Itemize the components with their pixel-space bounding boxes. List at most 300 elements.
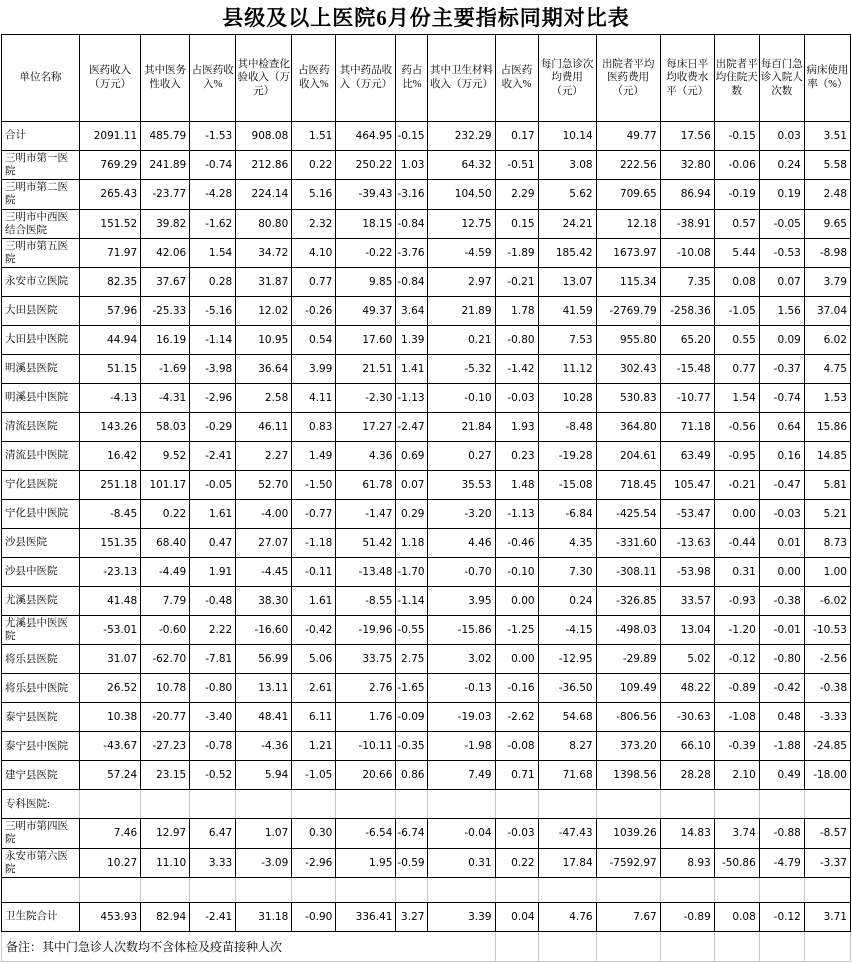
value-cell: 56.99 <box>236 645 292 674</box>
value-cell: 3.71 <box>804 902 850 931</box>
value-cell: 51.42 <box>336 529 396 558</box>
value-cell <box>538 931 596 961</box>
value-cell: 16.19 <box>141 326 190 355</box>
value-cell: 2.32 <box>292 209 336 238</box>
value-cell: -5.16 <box>190 297 236 326</box>
value-cell: 10.28 <box>538 384 596 413</box>
value-cell: -0.59 <box>396 848 428 877</box>
value-cell: -18.00 <box>804 761 850 790</box>
column-header: 占医药收入% <box>495 35 538 122</box>
value-cell: -47.43 <box>538 819 596 848</box>
value-cell: -0.05 <box>759 209 804 238</box>
column-header: 其中医务性收入 <box>141 35 190 122</box>
column-header: 病床使用率（%） <box>804 35 850 122</box>
value-cell: -6.54 <box>336 819 396 848</box>
value-cell: 0.24 <box>538 587 596 616</box>
value-cell: 2.58 <box>236 384 292 413</box>
table-row <box>2 151 851 180</box>
column-header: 出院者平均住院天数 <box>714 35 759 122</box>
value-cell: 32.80 <box>660 151 714 180</box>
column-header: 其中卫生材料收入（万元） <box>428 35 495 122</box>
table-row <box>2 877 851 902</box>
value-cell: -0.03 <box>495 819 538 848</box>
value-cell: -1.42 <box>495 355 538 384</box>
value-cell <box>596 790 660 819</box>
value-cell: -0.37 <box>759 355 804 384</box>
value-cell: 12.18 <box>596 209 660 238</box>
value-cell: 2.76 <box>336 674 396 703</box>
value-cell: 1.21 <box>292 732 336 761</box>
value-cell: 52.70 <box>236 471 292 500</box>
value-cell: 17.60 <box>336 326 396 355</box>
value-cell: 4.75 <box>804 355 850 384</box>
value-cell: -0.93 <box>714 587 759 616</box>
value-cell: 31.07 <box>80 645 141 674</box>
value-cell: 3.08 <box>538 151 596 180</box>
value-cell: -39.43 <box>336 180 396 209</box>
value-cell <box>714 790 759 819</box>
value-cell: 1.49 <box>292 442 336 471</box>
value-cell: -0.38 <box>759 587 804 616</box>
table-row <box>2 326 851 355</box>
value-cell: -3.40 <box>190 703 236 732</box>
value-cell: 7.49 <box>428 761 495 790</box>
value-cell: -0.04 <box>428 819 495 848</box>
value-cell: -2.41 <box>190 902 236 931</box>
value-cell: -4.28 <box>190 180 236 209</box>
value-cell: -0.42 <box>759 674 804 703</box>
column-header: 每百门急诊入院人次数 <box>759 35 804 122</box>
value-cell: 71.18 <box>660 413 714 442</box>
value-cell: -27.23 <box>141 732 190 761</box>
value-cell <box>190 877 236 902</box>
unit-name-cell: 专科医院: <box>2 790 80 819</box>
unit-name-cell: 三明市第二医院 <box>2 180 80 209</box>
value-cell: 709.65 <box>596 180 660 209</box>
value-cell: 26.52 <box>80 674 141 703</box>
value-cell: -0.60 <box>141 616 190 645</box>
value-cell: 109.49 <box>596 674 660 703</box>
column-header: 占医药收入% <box>292 35 336 122</box>
value-cell: 364.80 <box>596 413 660 442</box>
value-cell: 5.58 <box>804 151 850 180</box>
value-cell: 453.93 <box>80 902 141 931</box>
value-cell: -43.67 <box>80 732 141 761</box>
value-cell: -0.74 <box>759 384 804 413</box>
value-cell: 0.28 <box>190 268 236 297</box>
value-cell: 718.45 <box>596 471 660 500</box>
unit-name-cell: 宁化县中医院 <box>2 500 80 529</box>
value-cell: 12.02 <box>236 297 292 326</box>
value-cell: -0.39 <box>714 732 759 761</box>
value-cell: -0.44 <box>714 529 759 558</box>
value-cell: 0.22 <box>495 848 538 877</box>
value-cell: 51.15 <box>80 355 141 384</box>
value-cell: 39.82 <box>141 209 190 238</box>
table-row <box>2 587 851 616</box>
value-cell: 0.21 <box>428 326 495 355</box>
value-cell: -0.84 <box>396 268 428 297</box>
value-cell: 1.93 <box>495 413 538 442</box>
table-row <box>2 471 851 500</box>
value-cell: 5.44 <box>714 238 759 267</box>
value-cell: -3.16 <box>396 180 428 209</box>
value-cell: 7.35 <box>660 268 714 297</box>
value-cell <box>495 790 538 819</box>
value-cell: -19.28 <box>538 442 596 471</box>
value-cell: 0.22 <box>141 500 190 529</box>
value-cell: 14.85 <box>804 442 850 471</box>
value-cell: 6.02 <box>804 326 850 355</box>
value-cell: 2.61 <box>292 674 336 703</box>
value-cell: 17.27 <box>336 413 396 442</box>
table-row <box>2 902 851 931</box>
value-cell: -308.11 <box>596 558 660 587</box>
value-cell: 8.93 <box>660 848 714 877</box>
value-cell: -1.20 <box>714 616 759 645</box>
unit-name-cell: 永安市立医院 <box>2 268 80 297</box>
unit-name-cell: 将乐县医院 <box>2 645 80 674</box>
value-cell: -13.48 <box>336 558 396 587</box>
table-row <box>2 355 851 384</box>
value-cell: 4.35 <box>538 529 596 558</box>
value-cell: 71.97 <box>80 238 141 267</box>
value-cell: -0.21 <box>714 471 759 500</box>
value-cell: -2.96 <box>292 848 336 877</box>
value-cell <box>759 931 804 961</box>
unit-name-cell: 宁化县医院 <box>2 471 80 500</box>
value-cell: 485.79 <box>141 122 190 151</box>
value-cell: 0.09 <box>759 326 804 355</box>
value-cell: -0.06 <box>714 151 759 180</box>
table-row <box>2 500 851 529</box>
value-cell: 21.84 <box>428 413 495 442</box>
value-cell: -258.36 <box>660 297 714 326</box>
value-cell: 13.07 <box>538 268 596 297</box>
value-cell: -0.84 <box>396 209 428 238</box>
value-cell <box>428 877 495 902</box>
value-cell: 1.78 <box>495 297 538 326</box>
value-cell <box>190 790 236 819</box>
table-row <box>2 384 851 413</box>
value-cell: 0.83 <box>292 413 336 442</box>
value-cell: 232.29 <box>428 122 495 151</box>
header-row <box>2 35 851 122</box>
value-cell: -16.60 <box>236 616 292 645</box>
value-cell: -1.47 <box>336 500 396 529</box>
value-cell: -25.33 <box>141 297 190 326</box>
value-cell: 27.07 <box>236 529 292 558</box>
value-cell: -23.77 <box>141 180 190 209</box>
value-cell: -0.03 <box>495 384 538 413</box>
unit-name-cell: 沙县医院 <box>2 529 80 558</box>
value-cell: -6.84 <box>538 500 596 529</box>
value-cell <box>804 931 850 961</box>
value-cell: 464.95 <box>336 122 396 151</box>
value-cell: 71.68 <box>538 761 596 790</box>
value-cell: 1398.56 <box>596 761 660 790</box>
value-cell: 0.24 <box>759 151 804 180</box>
value-cell: -53.47 <box>660 500 714 529</box>
unit-name-cell <box>2 877 80 902</box>
value-cell: 0.00 <box>495 645 538 674</box>
value-cell: -0.88 <box>759 819 804 848</box>
value-cell: -19.96 <box>336 616 396 645</box>
value-cell: 82.94 <box>141 902 190 931</box>
value-cell: 7.79 <box>141 587 190 616</box>
value-cell: -2.62 <box>495 703 538 732</box>
value-cell: 0.00 <box>495 587 538 616</box>
value-cell: 0.08 <box>714 902 759 931</box>
value-cell: -0.89 <box>714 674 759 703</box>
value-cell: -0.42 <box>292 616 336 645</box>
value-cell: 41.48 <box>80 587 141 616</box>
value-cell: 24.21 <box>538 209 596 238</box>
value-cell: 0.03 <box>759 122 804 151</box>
value-cell <box>236 877 292 902</box>
value-cell: 1.00 <box>804 558 850 587</box>
value-cell: 13.04 <box>660 616 714 645</box>
value-cell: -2769.79 <box>596 297 660 326</box>
table-row <box>2 732 851 761</box>
value-cell: -8.45 <box>80 500 141 529</box>
value-cell: -425.54 <box>596 500 660 529</box>
value-cell <box>538 790 596 819</box>
value-cell: 530.83 <box>596 384 660 413</box>
value-cell: 5.62 <box>538 180 596 209</box>
value-cell: 63.49 <box>660 442 714 471</box>
value-cell: 0.29 <box>396 500 428 529</box>
value-cell: 104.50 <box>428 180 495 209</box>
value-cell: -0.26 <box>292 297 336 326</box>
value-cell <box>804 877 850 902</box>
value-cell: 0.04 <box>495 902 538 931</box>
value-cell: 33.57 <box>660 587 714 616</box>
value-cell: 57.24 <box>80 761 141 790</box>
value-cell: -0.53 <box>759 238 804 267</box>
value-cell: -0.21 <box>495 268 538 297</box>
value-cell: 44.94 <box>80 326 141 355</box>
value-cell: -10.08 <box>660 238 714 267</box>
value-cell: -0.22 <box>336 238 396 267</box>
value-cell: 68.40 <box>141 529 190 558</box>
value-cell <box>495 931 538 961</box>
value-cell: 0.77 <box>714 355 759 384</box>
value-cell: 6.11 <box>292 703 336 732</box>
value-cell: 49.77 <box>596 122 660 151</box>
value-cell <box>396 877 428 902</box>
value-cell: 80.80 <box>236 209 292 238</box>
value-cell: 151.52 <box>80 209 141 238</box>
value-cell: -0.11 <box>292 558 336 587</box>
column-header: 单位名称 <box>2 35 80 122</box>
value-cell: -0.08 <box>495 732 538 761</box>
table-row <box>2 268 851 297</box>
value-cell: 224.14 <box>236 180 292 209</box>
value-cell: 0.19 <box>759 180 804 209</box>
value-cell: 908.08 <box>236 122 292 151</box>
value-cell: 54.68 <box>538 703 596 732</box>
value-cell: 0.57 <box>714 209 759 238</box>
value-cell <box>660 931 714 961</box>
value-cell: 0.55 <box>714 326 759 355</box>
value-cell: -0.19 <box>714 180 759 209</box>
value-cell: 15.86 <box>804 413 850 442</box>
value-cell: -331.60 <box>596 529 660 558</box>
value-cell: 4.76 <box>538 902 596 931</box>
value-cell <box>660 790 714 819</box>
column-header: 其中药品收入（万元） <box>336 35 396 122</box>
value-cell: 1.95 <box>336 848 396 877</box>
value-cell: 82.35 <box>80 268 141 297</box>
value-cell: 251.18 <box>80 471 141 500</box>
value-cell: 5.81 <box>804 471 850 500</box>
value-cell <box>495 877 538 902</box>
value-cell: 9.65 <box>804 209 850 238</box>
table-row <box>2 761 851 790</box>
value-cell: 5.21 <box>804 500 850 529</box>
value-cell: 33.75 <box>336 645 396 674</box>
value-cell: 3.33 <box>190 848 236 877</box>
table-row <box>2 209 851 238</box>
value-cell: 0.31 <box>428 848 495 877</box>
table-row <box>2 122 851 151</box>
value-cell: 17.56 <box>660 122 714 151</box>
value-cell <box>660 877 714 902</box>
value-cell: 0.27 <box>428 442 495 471</box>
value-cell: 105.47 <box>660 471 714 500</box>
value-cell: 9.52 <box>141 442 190 471</box>
unit-name-cell: 卫生院合计 <box>2 902 80 931</box>
column-header: 占医药收入% <box>190 35 236 122</box>
value-cell: 0.17 <box>495 122 538 151</box>
table-row <box>2 645 851 674</box>
value-cell: 36.64 <box>236 355 292 384</box>
value-cell: -6.74 <box>396 819 428 848</box>
value-cell: 1.03 <box>396 151 428 180</box>
value-cell: -50.86 <box>714 848 759 877</box>
value-cell: -0.12 <box>714 645 759 674</box>
value-cell: -53.98 <box>660 558 714 587</box>
value-cell: 37.67 <box>141 268 190 297</box>
value-cell <box>759 877 804 902</box>
value-cell <box>538 877 596 902</box>
value-cell: -29.89 <box>596 645 660 674</box>
value-cell <box>804 790 850 819</box>
value-cell: 65.20 <box>660 326 714 355</box>
value-cell: 204.61 <box>596 442 660 471</box>
value-cell: -0.01 <box>759 616 804 645</box>
value-cell: 6.47 <box>190 819 236 848</box>
value-cell: -2.30 <box>336 384 396 413</box>
value-cell: 1.18 <box>396 529 428 558</box>
unit-name-cell: 合计 <box>2 122 80 151</box>
unit-name-cell: 建宁县医院 <box>2 761 80 790</box>
value-cell: -24.85 <box>804 732 850 761</box>
value-cell: -1.65 <box>396 674 428 703</box>
value-cell: 0.54 <box>292 326 336 355</box>
value-cell: -2.56 <box>804 645 850 674</box>
value-cell: -0.29 <box>190 413 236 442</box>
value-cell: -0.56 <box>714 413 759 442</box>
value-cell: 31.18 <box>236 902 292 931</box>
value-cell: -1.98 <box>428 732 495 761</box>
value-cell <box>596 877 660 902</box>
value-cell: -1.05 <box>292 761 336 790</box>
table-row <box>2 413 851 442</box>
value-cell: -5.32 <box>428 355 495 384</box>
column-header: 每床日平均收费水平（元） <box>660 35 714 122</box>
unit-name-cell: 三明市第一医院 <box>2 151 80 180</box>
value-cell: 41.59 <box>538 297 596 326</box>
value-cell: -0.77 <box>292 500 336 529</box>
value-cell: 57.96 <box>80 297 141 326</box>
value-cell: 0.86 <box>396 761 428 790</box>
value-cell: 61.78 <box>336 471 396 500</box>
value-cell: 10.27 <box>80 848 141 877</box>
value-cell: 0.47 <box>190 529 236 558</box>
value-cell: 4.36 <box>336 442 396 471</box>
value-cell: -4.49 <box>141 558 190 587</box>
value-cell: -1.62 <box>190 209 236 238</box>
value-cell: -0.03 <box>759 500 804 529</box>
value-cell: 7.53 <box>538 326 596 355</box>
value-cell <box>292 877 336 902</box>
value-cell: 0.64 <box>759 413 804 442</box>
value-cell: -2.41 <box>190 442 236 471</box>
value-cell: 1.07 <box>236 819 292 848</box>
value-cell: 1.39 <box>396 326 428 355</box>
value-cell: -3.37 <box>804 848 850 877</box>
value-cell: -53.01 <box>80 616 141 645</box>
value-cell: -0.51 <box>495 151 538 180</box>
value-cell <box>714 877 759 902</box>
column-header: 医药收入（万元） <box>80 35 141 122</box>
table-row <box>2 931 851 961</box>
value-cell: -0.35 <box>396 732 428 761</box>
value-cell: 2.10 <box>714 761 759 790</box>
value-cell: 3.39 <box>428 902 495 931</box>
value-cell: 10.14 <box>538 122 596 151</box>
value-cell: 17.84 <box>538 848 596 877</box>
unit-name-cell: 泰宁县医院 <box>2 703 80 732</box>
value-cell: 0.71 <box>495 761 538 790</box>
table-row <box>2 558 851 587</box>
column-header: 药占比% <box>396 35 428 122</box>
value-cell: 1.61 <box>190 500 236 529</box>
value-cell: 1.41 <box>396 355 428 384</box>
value-cell: 0.15 <box>495 209 538 238</box>
value-cell: 212.86 <box>236 151 292 180</box>
value-cell: 9.85 <box>336 268 396 297</box>
value-cell: 0.77 <box>292 268 336 297</box>
value-cell: 3.64 <box>396 297 428 326</box>
value-cell: -3.33 <box>804 703 850 732</box>
value-cell: 250.22 <box>336 151 396 180</box>
value-cell: 16.42 <box>80 442 141 471</box>
value-cell: 0.07 <box>396 471 428 500</box>
value-cell <box>141 790 190 819</box>
value-cell: -1.13 <box>396 384 428 413</box>
value-cell: -1.89 <box>495 238 538 267</box>
value-cell: -4.31 <box>141 384 190 413</box>
value-cell: -2.47 <box>396 413 428 442</box>
value-cell: 1039.26 <box>596 819 660 848</box>
value-cell: -0.95 <box>714 442 759 471</box>
value-cell: -10.11 <box>336 732 396 761</box>
value-cell: -62.70 <box>141 645 190 674</box>
value-cell: 1.76 <box>336 703 396 732</box>
